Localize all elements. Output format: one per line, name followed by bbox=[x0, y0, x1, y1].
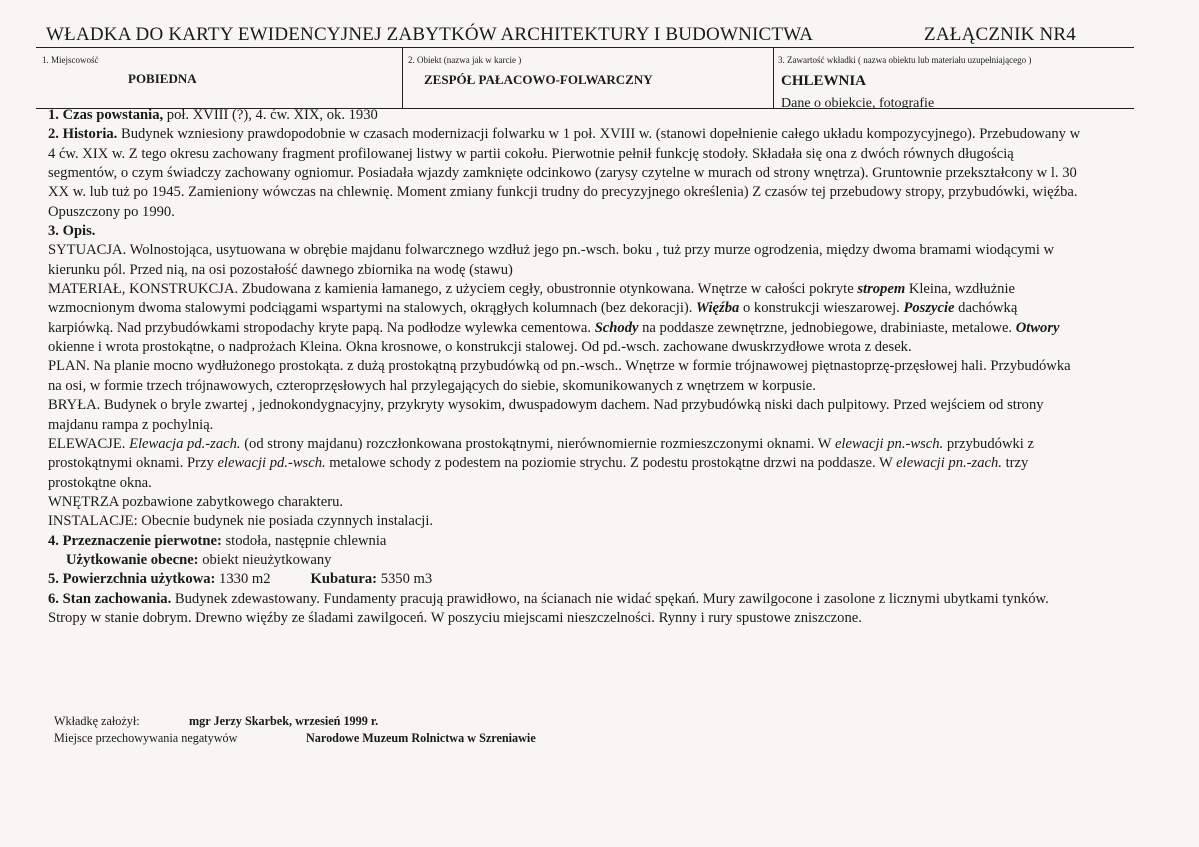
insert-content-extra: Dane o obiekcie, fotografie bbox=[781, 96, 935, 109]
document-header bbox=[46, 24, 1076, 46]
section-condition-heading: 6. Stan zachowania. bbox=[48, 590, 172, 607]
description-heading: 3. Opis. bbox=[48, 223, 96, 240]
section-current-use bbox=[48, 551, 1084, 570]
paragraph-interiors: WNĘTRZA pozbawione zabytkowego charakteru. bbox=[48, 493, 344, 510]
section-purpose bbox=[48, 532, 1084, 551]
elevation-nw: elewacji pn.-zach. bbox=[896, 455, 1002, 472]
elevations-text-c: przybudówki z prostokątnymi oknami. Przy bbox=[48, 435, 1034, 472]
section-dating-text: poł. XVIII (?), 4. ćw. XIX, ok. 1930 bbox=[163, 107, 378, 123]
storage-value: Narodowe Muzeum Rolnictwa w Szreniawie bbox=[306, 731, 536, 745]
header-rule-top bbox=[36, 47, 1134, 48]
section-dating bbox=[48, 106, 1084, 125]
section-history-text: Budynek wzniesiony prawdopodobnie w czasach modernizacji folwarku w 1 poł. XVIII w. (stanowi dopełnienie całego układu kompozycyjnego). Przebudowany w 4 ćw. XIX w. Z tego okresu zachowany fragment profilowanej listwy w partii cokołu. Pierwotnie pełnił funkcję stodoły. Składała się ona z dwóch równych długością segmentów, o czym świadczy zachowany ogniomur. Posiadała wjazdy zamknięte odcinkowo (zarysy czytelne w murach od strony wnętrza). Gruntownie przekształcony w l. 30 XX w. lub tuż po 1945. Zamieniony wówczas na chlewnię. Moment zmiany funkcji trudny do precyzyjnego określenia) Z czasów tej przebudowy stropy, przybudówki, więźba. Opuszczony po 1990. bbox=[48, 126, 1081, 220]
document-body bbox=[48, 106, 1084, 628]
insert-content-label: 3. Zawartość wkładki ( nazwa obiektu lub materiału uzupełniającego ) bbox=[778, 55, 1032, 65]
material-text-d: dachówką karpiówką. Nad przybudówkami stropodachy kryte papą. Na podłodze wylewka cementowa. bbox=[48, 300, 1018, 336]
document-title: WŁADKA DO KARTY EWIDENCYJNEJ ZABYTKÓW ARCHITEKTURY I BUDOWNICTWA bbox=[46, 24, 814, 45]
section-area bbox=[48, 570, 1084, 589]
locality-label: 1. Miejscowość bbox=[42, 55, 99, 65]
section-history-heading: 2. Historia. bbox=[48, 126, 118, 143]
annex-number: ZAŁĄCZNIK NR4 bbox=[924, 24, 1076, 45]
object-value: ZESPÓŁ PAŁACOWO-FOLWARCZNY bbox=[424, 72, 653, 87]
section-history bbox=[48, 125, 1084, 222]
current-use-text: obiekt nieużytkowany bbox=[198, 551, 332, 568]
paragraph-situation: SYTUACJA. Wolnostojąca, usytuowana w obrębie majdanu folwarcznego wzdłuż jego pn.-wsch. boku , tuż przy murze ogrodzenia, między dwoma bramami wiodącymi w kierunku pól. Przed nią, na osi pozostałość dawnego zbiornika na wodę (stawu) bbox=[48, 242, 1055, 278]
section-condition bbox=[48, 590, 1084, 629]
locality-value: POBIEDNA bbox=[128, 71, 197, 86]
paragraph-plan: PLAN. Na planie mocno wydłużonego prostokąta. z dużą prostokątną przybudówką od pn.-wsch.. Wnętrze w formie trójnawowej piętnastoprzę-przęsłowej hali. Przybudówka na osi, w formie trzech trójnawowych, czteroprzęsłowych hal przylegających do siebie, skomunikowanych z wnętrzem w korpusie. bbox=[48, 358, 1071, 394]
section-area-text: 1330 m2 bbox=[215, 571, 271, 588]
elevation-se: elewacji pd.-wsch. bbox=[217, 455, 326, 472]
cell-divider-2 bbox=[773, 48, 774, 109]
elevations-text-a: ELEWACJE. bbox=[48, 435, 130, 452]
author-label: Wkładkę założył: bbox=[54, 714, 140, 728]
material-term-openings: Otwory bbox=[1015, 319, 1060, 336]
section-purpose-heading: 4. Przeznaczenie pierwotne: bbox=[48, 532, 222, 549]
section-dating-heading: 1. Czas powstania, bbox=[48, 107, 164, 123]
paragraph-massing: BRYŁA. Budynek o bryle zwartej , jednokondygnacyjny, przykryty wysokim, dwuspadowym dachem. Nad przybudówką niski dach pulpitowy. Przed wejściem od strony majdanu rampa z pochylnią. bbox=[48, 397, 1044, 433]
cell-divider-1 bbox=[402, 48, 403, 109]
material-term-roofing: Poszycie bbox=[903, 300, 955, 317]
section-condition-text: Budynek zdewastowany. Fundamenty pracują prawidłowo, na ścianach nie widać spękań. Mury zawilgocone i zasolone z licznymi ubytkami tynków. Stropy w stanie dobrym. Drewno więźby ze śladami zawilgoceń. W poszyciu miejscami nieszczelności. Rynny i rury spustowe zniszczone. bbox=[48, 590, 1049, 626]
object-label: 2. Obiekt (nazwa jak w karcie ) bbox=[408, 55, 522, 65]
current-use-heading: Użytkowanie obecne: bbox=[66, 551, 199, 568]
paragraph-installations: INSTALACJE: Obecnie budynek nie posiada czynnych instalacji. bbox=[48, 513, 434, 530]
section-purpose-text: stodoła, następnie chlewnia bbox=[221, 532, 387, 549]
material-text-b: Kleina, wzdłużnie wzmocnionym dwoma stalowymi podciągami wspartymi na stalowych, okrągłych kolumnach (bez dekoracji). bbox=[48, 281, 1016, 317]
storage-label: Miejsce przechowywania negatywów bbox=[54, 731, 238, 745]
insert-content-value: CHLEWNIA bbox=[781, 73, 867, 89]
material-term-ceiling: stropem bbox=[857, 281, 906, 298]
material-text-c: o konstrukcji wieszarowej. bbox=[739, 300, 904, 317]
author-value: mgr Jerzy Skarbek, wrzesień 1999 r. bbox=[189, 714, 379, 728]
volume-heading: Kubatura: bbox=[310, 571, 378, 588]
elevation-sw: Elewacja pd.-zach. bbox=[129, 435, 241, 452]
volume-text: 5350 m3 bbox=[377, 571, 433, 588]
material-text-f: okienne i wrota prostokątne, o nadprożach Kleina. Okna krosnowe, o konstrukcji stalowej. Od pd.-wsch. zachowane dwuskrzydłowe wrota z desek. bbox=[48, 339, 912, 356]
section-description-heading bbox=[48, 222, 1084, 241]
elevation-ne: elewacji pn.-wsch. bbox=[834, 435, 944, 452]
elevations-text-d: metalowe schody z podestem na poziomie strychu. Z podestu prostokątne drzwi na poddasze. W bbox=[325, 455, 897, 472]
material-text-e: na poddasze zewnętrzne, jednobiegowe, drabiniaste, metalowe. bbox=[638, 319, 1016, 336]
material-term-stairs: Schody bbox=[594, 319, 639, 336]
paragraph-material bbox=[48, 280, 1084, 357]
material-term-truss: Więźba bbox=[696, 300, 740, 317]
material-text-a: MATERIAŁ, KONSTRUKCJA. Zbudowana z kamienia łamanego, z użyciem cegły, obustronnie otynkowana. Wnętrze w całości pokryte bbox=[48, 281, 858, 298]
section-area-heading: 5. Powierzchnia użytkowa: bbox=[48, 571, 216, 588]
paragraph-elevations bbox=[48, 435, 1084, 493]
elevations-text-b: (od strony majdanu) rozczłonkowana prostokątnymi, nierównomiernie rozmieszczonymi oknami. W bbox=[240, 435, 835, 452]
elevations-text-e: trzy prostokątne okna. bbox=[48, 455, 1029, 491]
